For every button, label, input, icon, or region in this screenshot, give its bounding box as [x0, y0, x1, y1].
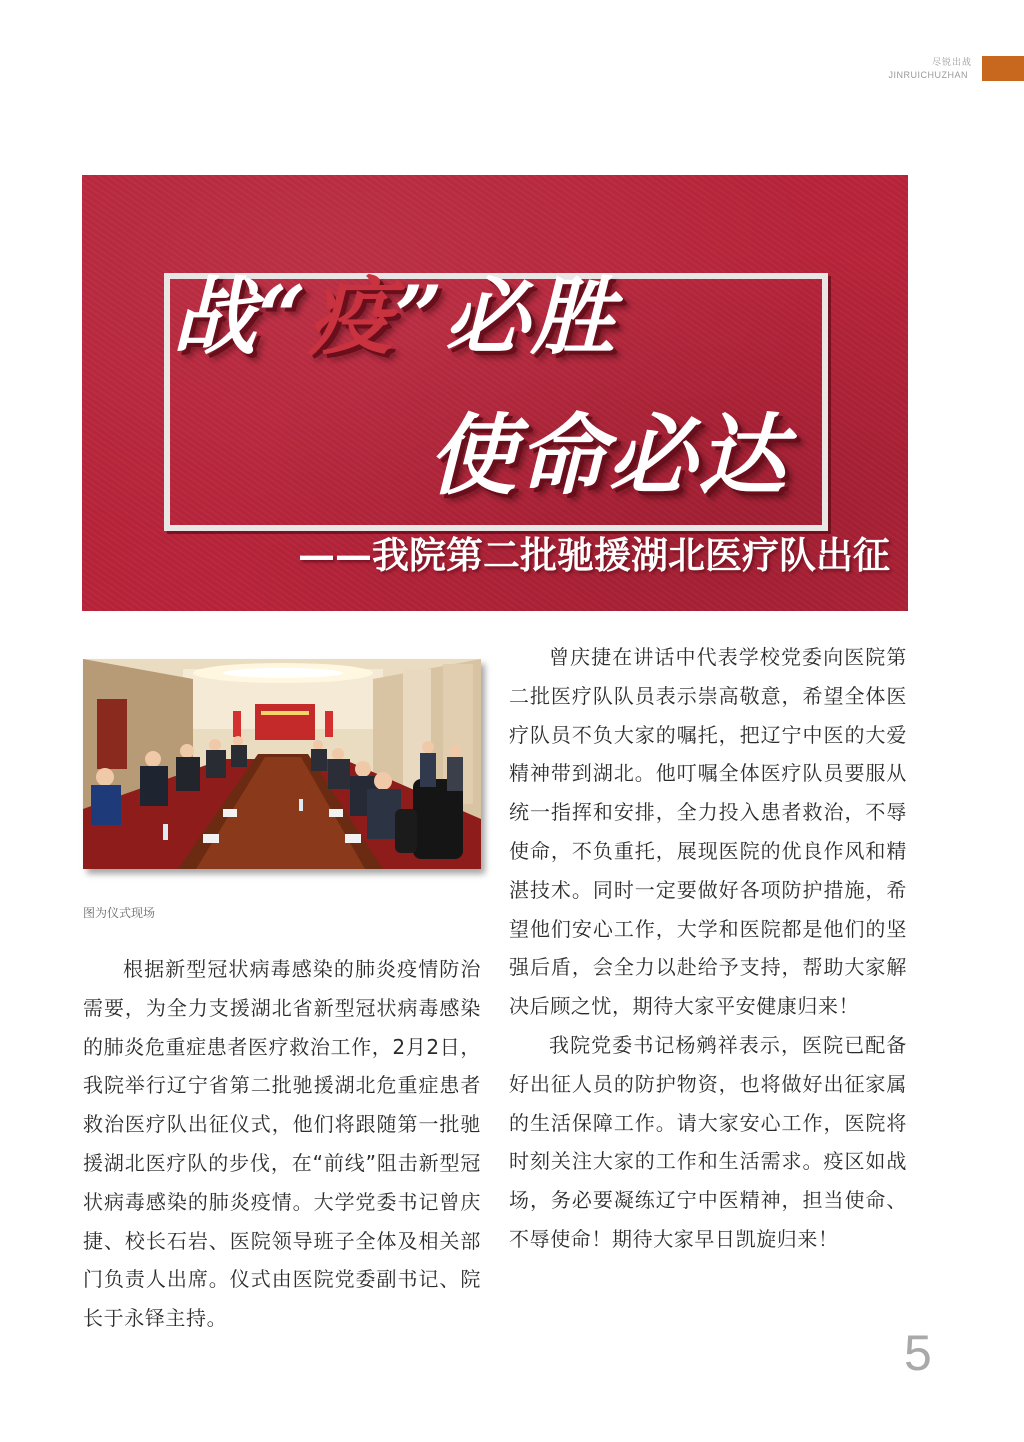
article-paragraph: 我院党委书记杨鹓祥表示，医院已配备好出征人员的防护物资，也将做好出征家属的生活保障工作。请大家安心工作，医院将时刻关注大家的工作和生活需求。疫区如战场，务必要凝练辽宁中医精神，担当使命、不辱使命！期待大家早日凯旋归来！	[509, 1032, 907, 1251]
banner-title-line2: 使命必达	[428, 403, 789, 507]
banner-title-line1-part2: ”必胜	[394, 267, 617, 366]
ceremony-photo	[83, 659, 481, 869]
section-header-cn: 尽锐出战	[931, 58, 972, 68]
photo-caption: 图为仪式现场	[83, 906, 156, 920]
section-accent-bar	[982, 56, 1024, 81]
banner-title-line1-part1: 战“	[172, 267, 309, 366]
page-number: 5	[904, 1325, 932, 1381]
article-paragraph: 曾庆捷在讲话中代表学校党委向医院第二批医疗队队员表示崇高敬意，希望全体医疗队员不负大家的嘱托，把辽宁中医的大爱精神带到湖北。他叮嘱全体医疗队员要服从统一指挥和安排，全力投入患者救治，不辱使命，不负重托，展现医院的优良作风和精湛技术。同时一定要做好各项防护措施，希望他们安心工作，大学和医院都是他们的坚强后盾，会全力以赴给予支持，帮助大家解决后顾之忧，期待大家平安健康归来！	[509, 645, 907, 1019]
banner-subtitle: ——我院第二批驰援湖北医疗队出征	[298, 533, 890, 577]
article-paragraph: 根据新型冠状病毒感染的肺炎疫情防治需要，为全力支援湖北省新型冠状病毒感染的肺炎危重症患者医疗救治工作，2月2日，我院举行辽宁省第二批驰援湖北危重症患者救治医疗队出征仪式，他们将跟随第一批驰援湖北医疗队的步伐，在“前线”阻击新型冠状病毒感染的肺炎疫情。大学党委书记曾庆捷、校长石岩、医院领导班子全体及相关部门负责人出席。仪式由医院党委副书记、院长于永铎主持。	[83, 957, 481, 1331]
banner-title-highlight: 疫	[308, 267, 395, 366]
title-banner	[82, 175, 908, 611]
banner-title-line1	[172, 267, 617, 366]
section-header-en: JINRUICHUZHAN	[888, 70, 968, 80]
article-left-column	[83, 950, 481, 1338]
article-right-column	[509, 638, 907, 1259]
